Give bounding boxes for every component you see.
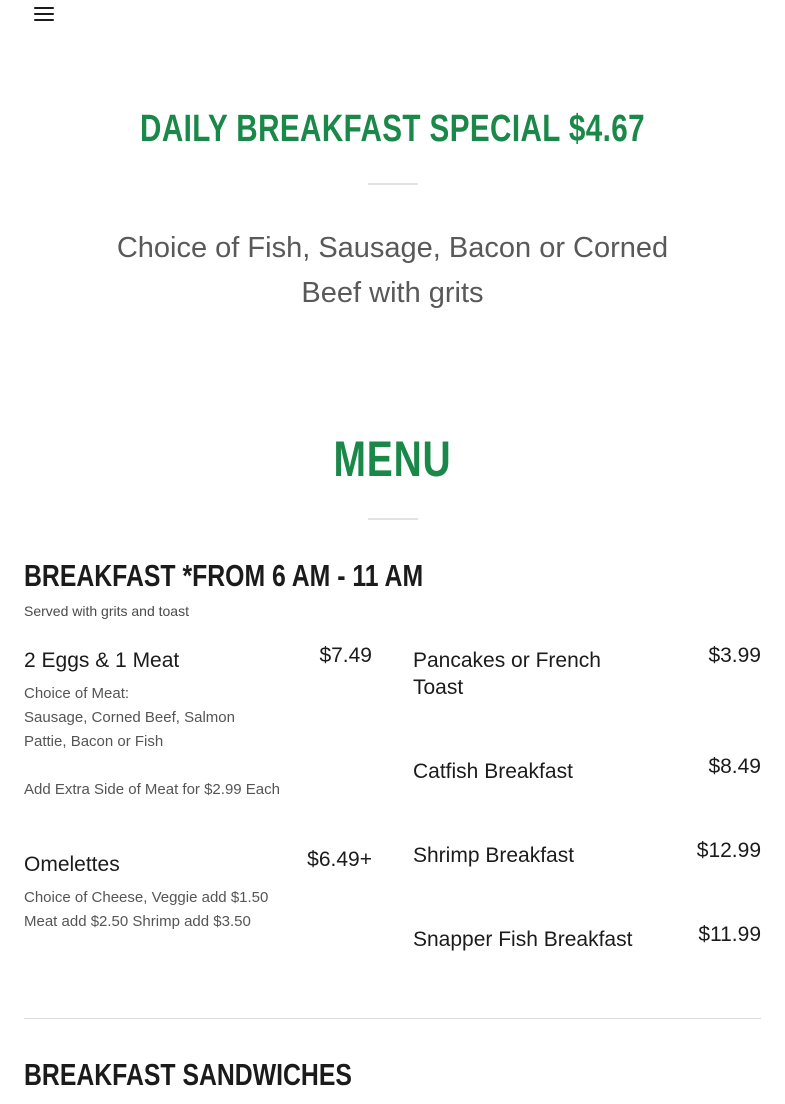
menu-divider bbox=[368, 518, 418, 520]
menu-item-shrimp bbox=[413, 839, 761, 869]
desc-line: Choice of Meat: bbox=[24, 685, 130, 702]
title-divider bbox=[368, 183, 418, 185]
item-description bbox=[24, 682, 372, 802]
item-name: Pancakes or French Toast bbox=[413, 649, 601, 699]
item-price: $6.49+ bbox=[307, 848, 372, 871]
item-name: Shrimp Breakfast bbox=[413, 844, 575, 867]
menu-item-pancakes bbox=[413, 644, 761, 701]
item-name: Snapper Fish Breakfast bbox=[413, 928, 633, 951]
item-name: 2 Eggs & 1 Meat bbox=[24, 649, 180, 672]
item-price: $8.49 bbox=[708, 755, 761, 778]
desc-line: Add Extra Side of Meat for $2.99 Each bbox=[24, 781, 280, 798]
desc-line: Choice of Cheese, Veggie add $1.50 bbox=[24, 889, 269, 906]
desc-line: Sausage, Corned Beef, Salmon bbox=[24, 709, 235, 726]
menu-item-omelettes bbox=[24, 848, 372, 934]
section-divider bbox=[24, 1018, 761, 1019]
desc-line: Meat add $2.50 Shrimp add $3.50 bbox=[24, 913, 251, 930]
menu-item-snapper bbox=[413, 923, 761, 953]
special-description: Choice of Fish, Sausage, Bacon or Corned Beef with grits bbox=[116, 232, 669, 309]
desc-spacer bbox=[24, 754, 372, 778]
item-description bbox=[24, 886, 372, 934]
section-title-sandwiches: BREAKFAST SANDWICHES bbox=[24, 1057, 352, 1092]
item-name: Catfish Breakfast bbox=[413, 760, 573, 783]
item-price: $12.99 bbox=[696, 839, 761, 862]
menu-item-catfish bbox=[413, 755, 761, 785]
desc-line: Pattie, Bacon or Fish bbox=[24, 733, 164, 750]
hamburger-menu-icon[interactable] bbox=[34, 5, 54, 23]
section-subtitle: Served with grits and toast bbox=[24, 603, 189, 619]
item-price: $7.49 bbox=[319, 644, 372, 667]
item-name: Omelettes bbox=[24, 853, 120, 876]
menu-title: MENU bbox=[333, 431, 452, 487]
item-price: $3.99 bbox=[708, 644, 761, 667]
menu-item-eggs-meat bbox=[24, 644, 372, 802]
section-title-breakfast: BREAKFAST *FROM 6 AM - 11 AM bbox=[24, 558, 424, 593]
special-title: DAILY BREAKFAST SPECIAL $4.67 bbox=[140, 108, 645, 150]
item-price: $11.99 bbox=[698, 923, 761, 946]
